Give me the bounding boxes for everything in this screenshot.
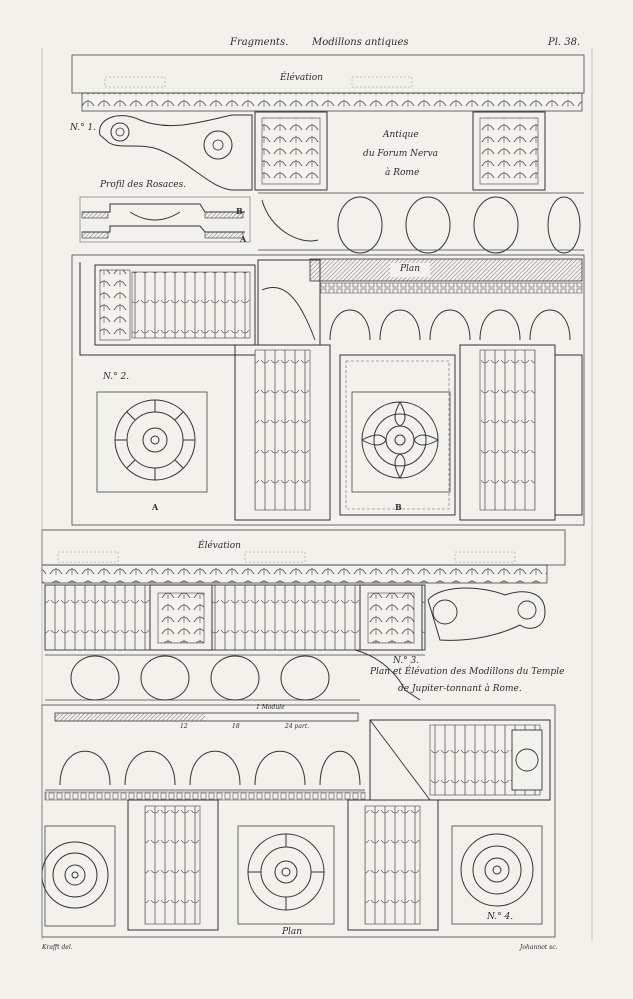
fig1-elevation-drawing — [72, 55, 584, 253]
scale-mark-24: 24 part. — [285, 723, 310, 730]
profile-letter-a: A — [240, 234, 247, 244]
fig2-plan-label: Plan — [400, 264, 421, 274]
profile-letter-b: B — [236, 206, 243, 216]
rosette-b-label: B — [395, 502, 402, 512]
fig3-caption-line2: de Jupiter-tonnant à Rome. — [398, 684, 522, 694]
rosette-a-label: A — [152, 502, 159, 512]
fig2-number: N.° 2. — [103, 372, 130, 382]
scale-mark-18: 18 — [232, 723, 240, 730]
header-title: Modillons antiques — [312, 37, 409, 48]
plate-number: Pl. 38. — [548, 37, 581, 48]
scale-mark-12: 12 — [180, 723, 188, 730]
profile-title: Profil des Rosaces. — [100, 180, 187, 190]
fig4-drawing — [42, 705, 555, 937]
fig4-number: N.° 4. — [487, 912, 514, 922]
fig3-number: N.° 3. — [393, 656, 420, 666]
fig3-elevation-label: Élévation — [198, 541, 241, 551]
header-left: Fragments. — [230, 37, 289, 48]
fig1-caption-line1: Antique — [383, 130, 419, 140]
credit-draftsman: Krafft del. — [42, 944, 73, 951]
fig2-drawing — [72, 255, 584, 525]
fig1-caption-line3: à Rome — [385, 168, 420, 178]
profile-drawing — [80, 197, 250, 242]
fig4-plan-label: Plan — [282, 927, 303, 937]
fig3-caption-line1: Plan et Élévation des Modillons du Temple — [370, 667, 565, 677]
fig1-elevation-label: Élévation — [280, 73, 323, 83]
credit-engraver: Johannot sc. — [520, 944, 558, 951]
fig1-number: N.° 1. — [70, 123, 97, 133]
scale-title: 1 Module — [256, 704, 285, 711]
fig1-caption-line2: du Forum Nerva — [363, 149, 439, 159]
